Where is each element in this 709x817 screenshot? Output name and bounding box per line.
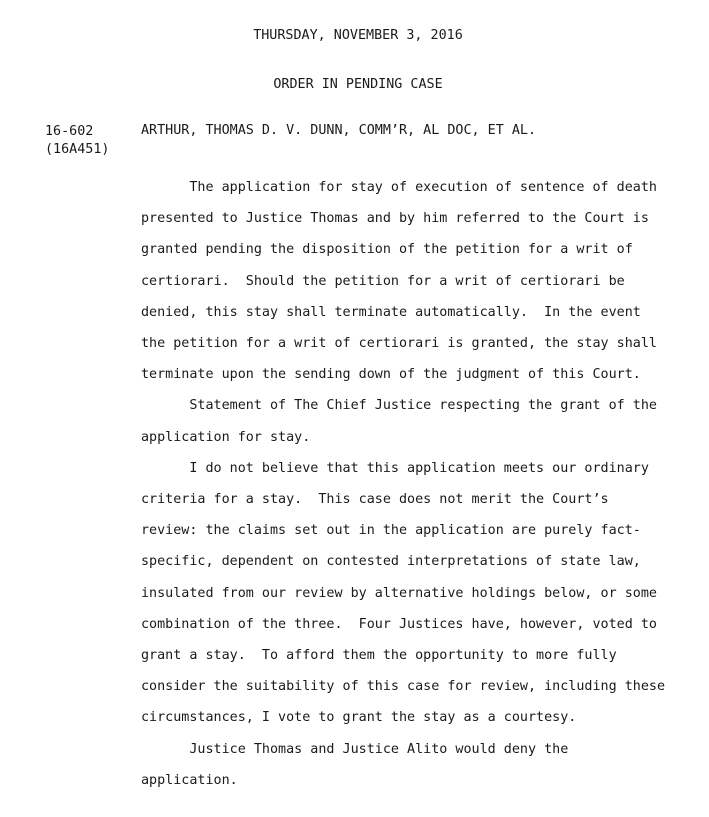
docket-block <box>45 123 110 159</box>
body-line: criteria for a stay. This case does not merit the Court’s <box>141 492 609 508</box>
body-line: the petition for a writ of certiorari is granted, the stay shall <box>141 336 657 352</box>
body-line: granted pending the disposition of the petition for a writ of <box>141 242 633 258</box>
body-line: review: the claims set out in the application are purely fact- <box>141 523 641 539</box>
order-body <box>141 172 681 796</box>
body-line: terminate upon the sending down of the judgment of this Court. <box>141 367 641 383</box>
application-number: (16A451) <box>45 142 110 157</box>
docket-number: 16-602 <box>45 124 94 139</box>
order-title-heading: ORDER IN PENDING CASE <box>273 77 443 92</box>
body-line: combination of the three. Four Justices have, however, voted to <box>141 616 657 632</box>
body-line: presented to Justice Thomas and by him referred to the Court is <box>141 211 649 227</box>
body-line: insulated from our review by alternative holdings below, or some <box>141 585 657 601</box>
case-caption: ARTHUR, THOMAS D. V. DUNN, COMM’R, AL DOC, ET AL. <box>141 123 537 138</box>
body-line: certiorari. Should the petition for a writ of certiorari be <box>141 273 625 289</box>
body-line: denied, this stay shall terminate automatically. In the event <box>141 304 641 320</box>
body-line: application for stay. <box>141 429 311 445</box>
body-line: specific, dependent on contested interpretations of state law, <box>141 554 641 570</box>
body-line: Statement of The Chief Justice respecting the grant of the <box>141 398 657 414</box>
body-line: Justice Thomas and Justice Alito would deny the <box>141 741 569 757</box>
body-line: The application for stay of execution of sentence of death <box>141 180 657 195</box>
body-line: circumstances, I vote to grant the stay as a courtesy. <box>141 710 577 726</box>
body-line: I do not believe that this application meets our ordinary <box>141 460 649 476</box>
order-date-heading: THURSDAY, NOVEMBER 3, 2016 <box>253 28 463 43</box>
body-line: consider the suitability of this case for review, including these <box>141 679 666 695</box>
body-line: grant a stay. To afford them the opportunity to more fully <box>141 648 617 664</box>
body-line: application. <box>141 772 238 788</box>
